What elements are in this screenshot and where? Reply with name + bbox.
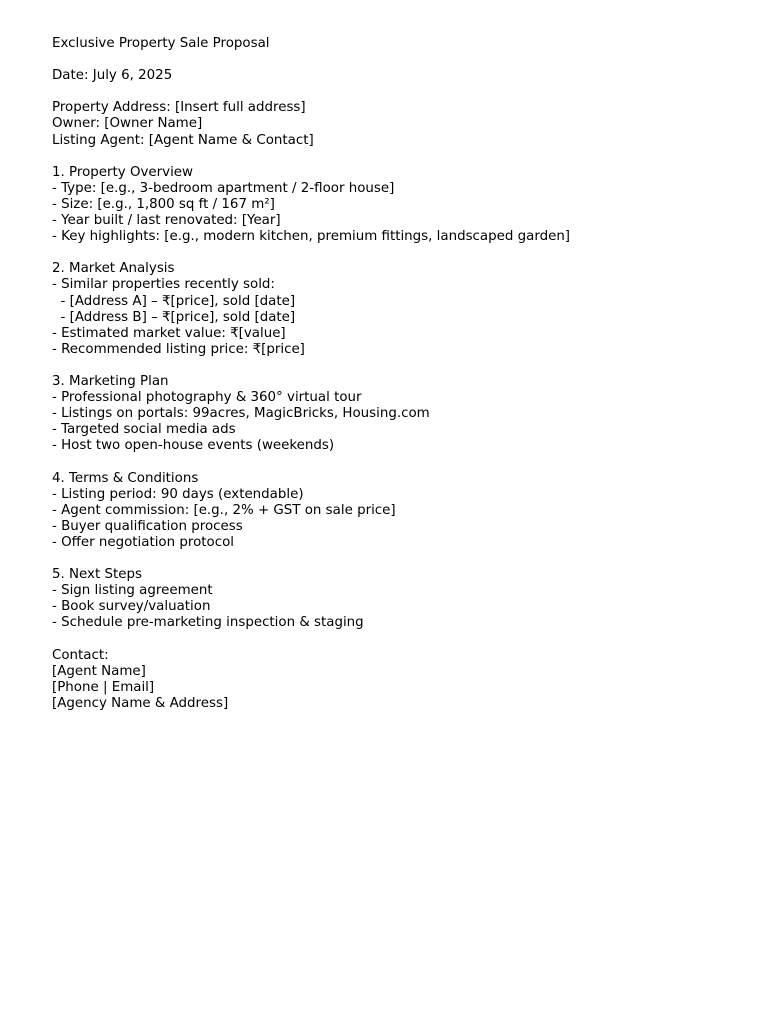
contact-block (52, 648, 742, 712)
blank-line (52, 454, 742, 470)
list-item: - Sign listing agreement (52, 583, 213, 599)
section-marketing-plan (52, 374, 742, 454)
list-item: - Similar properties recently sold: (52, 277, 275, 293)
owner-line: Owner: [Owner Name] (52, 116, 203, 132)
section-terms-conditions (52, 471, 742, 551)
blank-line (52, 551, 742, 567)
section-property-overview (52, 165, 742, 245)
blank-line (52, 631, 742, 647)
section-heading: 3. Marketing Plan (52, 373, 169, 389)
blank-line (52, 245, 742, 261)
list-item: - Listings on portals: 99acres, MagicBricks, Housing.com (52, 406, 430, 422)
list-item: - Targeted social media ads (52, 422, 236, 438)
list-item: - Buyer qualification process (52, 518, 243, 534)
property-header (52, 100, 742, 148)
blank-line (52, 84, 742, 100)
list-item: - Offer negotiation protocol (52, 534, 234, 550)
blank-line (52, 149, 742, 165)
document-body (52, 36, 742, 712)
blank-line (52, 358, 742, 374)
document-date: Date: July 6, 2025 (52, 68, 173, 84)
list-item: - Listing period: 90 days (extendable) (52, 486, 304, 502)
contact-phone-email: [Phone | Email] (52, 679, 155, 695)
list-item: - [Address B] – ₹[price], sold [date] (52, 309, 296, 325)
section-heading: 4. Terms & Conditions (52, 470, 199, 486)
property-address-line: Property Address: [Insert full address] (52, 100, 306, 116)
section-heading: 5. Next Steps (52, 567, 142, 583)
list-item: - Estimated market value: ₹[value] (52, 325, 286, 341)
section-market-analysis (52, 261, 742, 358)
listing-agent-line: Listing Agent: [Agent Name & Contact] (52, 132, 314, 148)
document-title: Exclusive Property Sale Proposal (52, 36, 270, 51)
contact-agency: [Agency Name & Address] (52, 695, 229, 711)
section-heading: 1. Property Overview (52, 164, 193, 180)
list-item: - Recommended listing price: ₹[price] (52, 341, 305, 357)
list-item: - [Address A] – ₹[price], sold [date] (52, 293, 296, 309)
blank-line (52, 52, 742, 68)
section-next-steps (52, 567, 742, 631)
list-item: - Book survey/valuation (52, 599, 211, 615)
contact-agent-name: [Agent Name] (52, 663, 146, 679)
list-item: - Size: [e.g., 1,800 sq ft / 167 m²] (52, 196, 275, 212)
list-item: - Type: [e.g., 3-bedroom apartment / 2-floor house] (52, 180, 395, 196)
list-item: - Professional photography & 360° virtual tour (52, 390, 362, 406)
list-item: - Schedule pre-marketing inspection & staging (52, 615, 364, 631)
contact-heading: Contact: (52, 647, 109, 663)
list-item: - Host two open-house events (weekends) (52, 438, 335, 454)
list-item: - Year built / last renovated: [Year] (52, 213, 281, 229)
list-item: - Agent commission: [e.g., 2% + GST on sale price] (52, 502, 396, 518)
section-heading: 2. Market Analysis (52, 261, 175, 277)
list-item: - Key highlights: [e.g., modern kitchen, premium fittings, landscaped garden] (52, 229, 571, 245)
